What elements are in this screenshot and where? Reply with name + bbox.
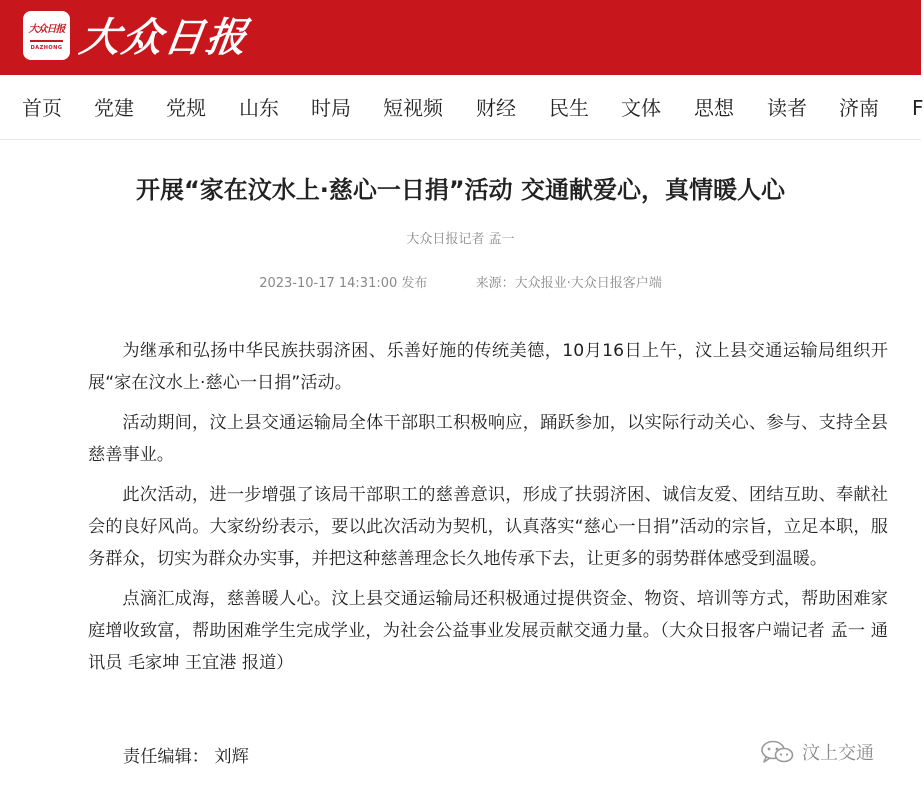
wechat-watermark [760, 736, 874, 768]
article-title: 开展“家在汶水上·慈心一日捐”活动 交通献爱心，真情暖人心 [135, 176, 786, 204]
nav-item-culture-sports[interactable]: 文体 [621, 96, 661, 120]
nav-item-party-building[interactable]: 党建 [94, 96, 134, 120]
responsible-editor: 责任编辑： 刘辉 [123, 747, 249, 767]
logo-badge-text: 大众日报 [28, 24, 65, 35]
logo-badge-divider [30, 40, 63, 42]
nav-item-finance[interactable]: 财经 [476, 96, 516, 120]
site-logo-wordmark[interactable]: 大众日报 [76, 14, 252, 61]
paragraph: 点滴汇成海，慈善暖人心。汶上县交通运输局还积极通过提供资金、物资、培训等方式，帮助困难家庭增收致富，帮助困难学生完成学业，为社会公益事业发展贡献交通力量。（大众日报客户端记者 孟一 通讯员 毛家坤 王宜港 报道） [88, 589, 888, 673]
article-source: 来源：大众报业·大众日报客户端 [475, 276, 662, 291]
paragraph: 此次活动，进一步增强了该局干部职工的慈善意识，形成了扶弱济困、诚信友爱、团结互助、奉献社会的良好风尚。大家纷纷表示，要以此次活动为契机，认真落实“慈心一日捐”活动的宗旨，立足本职，服务群众，切实为群众办实事，并把这种慈善理念长久地传承下去，让更多的弱势群体感受到温暖。 [88, 485, 888, 569]
paragraph: 为继承和弘扬中华民族扶弱济困、乐善好施的传统美德，10月16日上午，汶上县交通运输局组织开展“家在汶水上·慈心一日捐”活动。 [88, 341, 888, 393]
nav-item-readers[interactable]: 读者 [767, 96, 807, 120]
wechat-icon [760, 740, 794, 764]
article-byline: 大众日报记者 孟一 [406, 232, 515, 247]
main-nav [0, 75, 924, 140]
watermark-text: 汶上交通 [802, 743, 874, 764]
nav-item-overflow[interactable]: F [912, 96, 924, 120]
publish-time: 2023-10-17 14:31:00 发布 [259, 276, 428, 291]
nav-item-short-video[interactable]: 短视频 [383, 96, 443, 120]
logo-badge-subtext: DAZHONG [30, 45, 63, 51]
site-header [0, 0, 921, 75]
nav-item-home[interactable]: 首页 [22, 96, 62, 120]
nav-item-shandong[interactable]: 山东 [239, 96, 279, 120]
nav-item-livelihood[interactable]: 民生 [549, 96, 589, 120]
article-meta [0, 274, 921, 294]
article-body [88, 335, 888, 687]
nav-item-thought[interactable]: 思想 [694, 96, 734, 120]
paragraph: 活动期间，汶上县交通运输局全体干部职工积极响应，踊跃参加，以实际行动关心、参与、支持全县慈善事业。 [88, 413, 888, 465]
nav-item-jinan[interactable]: 济南 [839, 96, 879, 120]
logo-badge[interactable] [23, 11, 70, 60]
nav-item-party-rules[interactable]: 党规 [166, 96, 206, 120]
nav-item-current-affairs[interactable]: 时局 [311, 96, 351, 120]
